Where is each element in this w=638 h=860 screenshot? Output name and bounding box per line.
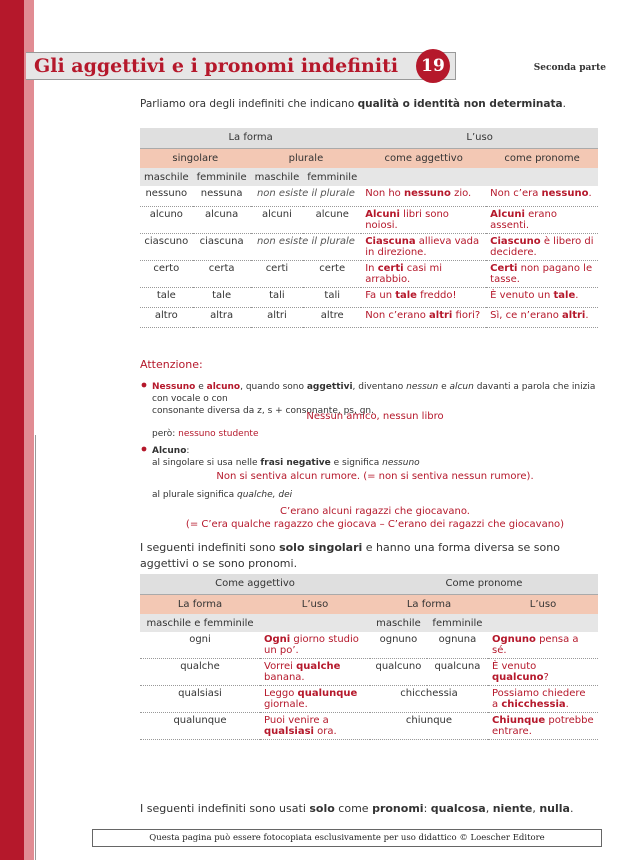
form-pronoun-m: ognuno [370, 632, 427, 659]
sub-forma: La forma [140, 594, 260, 614]
sub-plurale: plurale [251, 148, 362, 168]
form-fs: tale [193, 287, 251, 307]
form-ms: alcuno [140, 206, 193, 233]
table-row [140, 287, 598, 307]
example-1: Nessun amico, nessun libro [306, 411, 444, 422]
example-pronoun: Ognuno pensa a sé. [488, 632, 598, 659]
gender-f: femminile [427, 614, 488, 632]
gender-m: maschile [140, 168, 193, 186]
example-pronoun: È venuto un tale. [486, 287, 598, 307]
table-row [140, 233, 598, 260]
example-adjective: Ogni giorno studio un po’. [260, 632, 370, 659]
form-ms: certo [140, 260, 193, 287]
bullet-icon [142, 447, 147, 452]
indefiniti-table [140, 128, 598, 328]
form-pronoun-f: qualcuna [427, 659, 488, 686]
example-adjective: Non c’erano altri fiori? [361, 307, 486, 327]
paragraph-singolari: I seguenti indefiniti sono solo singolari e hanno una forma diversa se sono aggettivi o se sono pronomi. [140, 541, 560, 570]
gender-mf: maschile e femminile [140, 614, 260, 632]
form-mp: altri [251, 307, 304, 327]
form-fp: certe [303, 260, 361, 287]
example-3: C’erano alcuni ragazzi che giocavano. [280, 506, 470, 517]
example-adjective: Puoi venire a qualsiasi ora. [260, 713, 370, 740]
table-row [140, 632, 598, 659]
example-adjective: In certi casi mi arrabbio. [361, 260, 486, 287]
singolari-table [140, 574, 598, 740]
page-spine [0, 0, 24, 860]
col-pronome: Come pronome [370, 574, 598, 594]
example-4: (= C’era qualche ragazzo che giocava – C’erano dei ragazzi che giocavano) [185, 519, 565, 530]
page-spine-shade [24, 0, 34, 860]
sub-aggettivo: come aggettivo [361, 148, 486, 168]
attention-rule-1: Nessuno e alcuno, quando sono aggettivi, diventano nessun e alcun davanti a parola che inizia con vocale o con consonante diversa da z, s + consonante, ps, gn. [152, 382, 596, 416]
page-title: Gli aggettivi e i pronomi indefiniti [34, 55, 399, 77]
example-pronoun: È venuto qualcuno? [488, 659, 598, 686]
form-pronoun-f: ognuna [427, 632, 488, 659]
form-adjective: qualunque [140, 713, 260, 740]
form-fs: certa [193, 260, 251, 287]
table-row [140, 686, 598, 713]
form-adjective: qualche [140, 659, 260, 686]
form-plural-none: non esiste il plurale [251, 186, 362, 206]
example-2: Non si sentiva alcun rumore. (= non si sentiva nessun rumore). [216, 471, 534, 482]
form-pronoun: chiunque [370, 713, 488, 740]
form-fp: tali [303, 287, 361, 307]
gender-f: femminile [303, 168, 361, 186]
form-mp: tali [251, 287, 304, 307]
gender-f: femminile [193, 168, 251, 186]
gender-m: maschile [370, 614, 427, 632]
example-pronoun: Possiamo chiedere a chicchessia. [488, 686, 598, 713]
form-mp: alcuni [251, 206, 304, 233]
footer-copyright: Questa pagina può essere fotocopiata esclusivamente per uso didattico © Loescher Editore [92, 829, 602, 847]
sub-uso: L’uso [260, 594, 370, 614]
form-fs: alcuna [193, 206, 251, 233]
attention-title: Attenzione: [140, 358, 203, 371]
example-adjective: Non ho nessuno zio. [361, 186, 486, 206]
form-adjective: ogni [140, 632, 260, 659]
form-ms: ciascuno [140, 233, 193, 260]
form-pronoun-m: qualcuno [370, 659, 427, 686]
example-adjective: Alcuni libri sono noiosi. [361, 206, 486, 233]
col-uso: L’uso [361, 128, 598, 148]
form-fs: ciascuna [193, 233, 251, 260]
table-row [140, 713, 598, 740]
margin-line [35, 435, 36, 860]
example-adjective: Fa un tale freddo! [361, 287, 486, 307]
form-fs: nessuna [193, 186, 251, 206]
table-row [140, 307, 598, 327]
example-pronoun: Non c’era nessuno. [486, 186, 598, 206]
table-row [140, 260, 598, 287]
example-pronoun: Sì, ce n’erano altri. [486, 307, 598, 327]
form-ms: nessuno [140, 186, 193, 206]
col-forma: La forma [140, 128, 361, 148]
example-adjective: Ciascuna allieva vada in direzione. [361, 233, 486, 260]
example-pronoun: Chiunque potrebbe entrare. [488, 713, 598, 740]
table-row [140, 659, 598, 686]
form-mp: certi [251, 260, 304, 287]
form-fp: alcune [303, 206, 361, 233]
sub-forma: La forma [370, 594, 488, 614]
intro-text: Parliamo ora degli indefiniti che indicano qualità o identità non determinata. [140, 98, 566, 110]
example-pronoun: Ciascuno è libero di decidere. [486, 233, 598, 260]
form-ms: tale [140, 287, 193, 307]
bullet-icon [142, 383, 147, 388]
form-fs: altra [193, 307, 251, 327]
example-pronoun: Alcuni erano assenti. [486, 206, 598, 233]
example-pronoun: Certi non pagano le tasse. [486, 260, 598, 287]
table-row [140, 186, 598, 206]
unit-badge: 19 [416, 49, 450, 83]
col-aggettivo: Come aggettivo [140, 574, 370, 594]
sub-pronome: come pronome [486, 148, 598, 168]
pero-line: però: nessuno studente [152, 429, 259, 439]
section-label: Seconda parte [533, 63, 606, 73]
sub-singolare: singolare [140, 148, 251, 168]
page-header [26, 46, 616, 90]
gender-m: maschile [251, 168, 304, 186]
form-adjective: qualsiasi [140, 686, 260, 713]
plural-line: al plurale significa qualche, dei [152, 490, 293, 500]
form-plural-none: non esiste il plurale [251, 233, 362, 260]
sub-uso: L’uso [488, 594, 598, 614]
paragraph-pronomi: I seguenti indefiniti sono usati solo come pronomi: qualcosa, niente, nulla. [140, 802, 574, 815]
example-adjective: Vorrei qualche banana. [260, 659, 370, 686]
table-row [140, 206, 598, 233]
form-pronoun: chicchessia [370, 686, 488, 713]
attention-rule-2: Alcuno: al singolare si usa nelle frasi negative e significa nessuno [152, 446, 420, 468]
form-ms: altro [140, 307, 193, 327]
form-fp: altre [303, 307, 361, 327]
example-adjective: Leggo qualunque giornale. [260, 686, 370, 713]
